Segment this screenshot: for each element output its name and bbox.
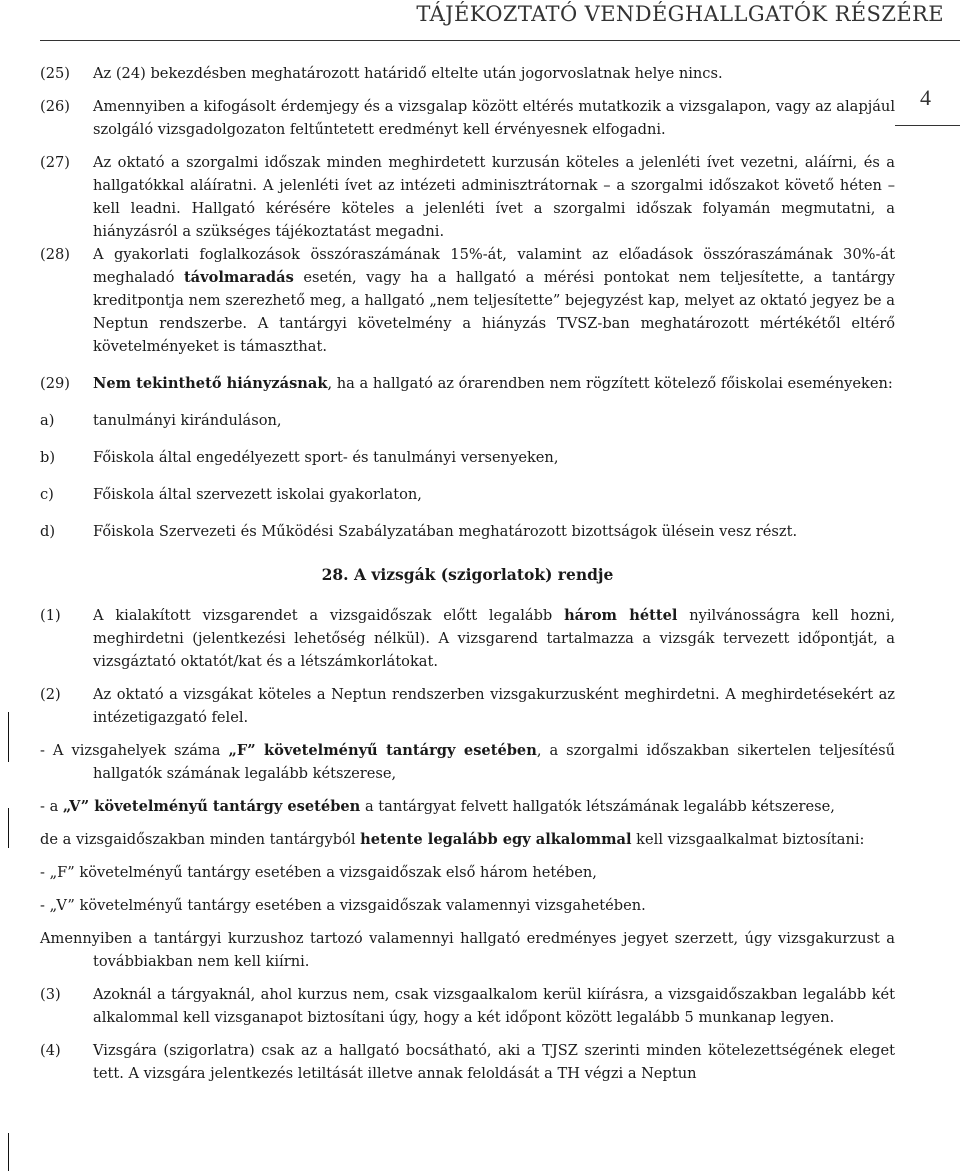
list-label: a) (40, 412, 55, 429)
emphasis-text: „F” követelményű tantárgy esetében (228, 742, 537, 759)
paragraph-text-part: nyilvánosságra kell hozni, meghirdetni (jelentkezési lehetőség nélkül). A vizsgarend tartalmazza a vizsgák tervezett időpontját, a vizsgáztató oktatót/kat és a létszámkorlátokat. (93, 607, 895, 670)
list-text: tanulmányi kiránduláson, (93, 412, 282, 429)
f-dash-line (40, 861, 895, 884)
paragraph-text-part: A gyakorlati foglalkozások összóraszámának 15%-át, valamint az előadások összóraszámának 30%-át meghaladó (93, 246, 895, 286)
paragraph-number: (29) (40, 375, 70, 392)
paragraph-text: Azoknál a tárgyaknál, ahol kurzus nem, csak vizsgaalkalom kerül kiírásra, a vizsgaidőszakban legalább két alkalommal kell vizsganapot biztosítani úgy, hogy a két időpont között legalább 5 munkanap legyen. (93, 986, 895, 1026)
paragraph-text-part: de a vizsgaidőszakban minden tantárgyból (40, 831, 361, 848)
emphasis-text: három héttel (564, 607, 678, 624)
paragraph-text: Vizsgára (szigorlatra) csak az a hallgató bocsátható, aki a TJSZ szerinti minden kötelezettségének eleget tett. A vizsgára jelentkezés letiltását illetve annak feloldását a TH végzi a Neptun (93, 1042, 895, 1082)
change-bar (8, 808, 9, 848)
document-body (40, 62, 895, 1085)
section-heading: A vizsgák (szigorlatok) rendje (348, 565, 614, 584)
exam-paragraph-4 (40, 1039, 895, 1085)
paragraph-number: (2) (40, 686, 61, 703)
paragraph-number: (1) (40, 607, 61, 624)
page-number: 4 (920, 85, 931, 110)
paragraph-26 (40, 95, 895, 141)
section-number: 28. (321, 565, 349, 584)
paragraph-text-part: - A vizsgahelyek száma (40, 742, 229, 759)
paragraph-text: - „F” követelményű tantárgy esetében a vizsgaidőszak első három hetében, (40, 864, 597, 881)
change-bar (8, 712, 9, 762)
exam-paragraph-3 (40, 983, 895, 1029)
paragraph-text: Amennyiben a tantárgyi kurzushoz tartozó valamennyi hallgató eredményes jegyet szerzett, úgy vizsgakurzust a továbbiakban nem kell kiírni. (40, 930, 895, 970)
paragraph-number: (4) (40, 1042, 61, 1059)
emphasis-text: „V” követelményű tantárgy esetében (62, 798, 361, 815)
list-text: Főiskola által szervezett iskolai gyakorlaton, (93, 486, 422, 503)
list-item-c (40, 483, 895, 506)
paragraph-27 (40, 151, 895, 243)
paragraph-text-part: a tantárgyat felvett hallgatók létszámának legalább kétszerese, (360, 798, 835, 815)
emphasis-text: távolmaradás (183, 269, 294, 286)
paragraph-number: (28) (40, 246, 70, 263)
paragraph-text-part: - a (40, 798, 63, 815)
list-item-b (40, 446, 895, 469)
paragraph-text-part: esetén, vagy ha a hallgató a mérési pontokat nem teljesítette, a tantárgy kreditpontja nem szerezhető meg, a hallgató „nem teljesítette” bejegyzést kap, melyet az oktató jegyez be a Neptun rendszerbe. A tantárgyi követelmény a hiányzás TVSZ-ban meghatározott mértékétől eltérő követelményeket is támaszthat. (93, 269, 895, 355)
paragraph-text-part: Az oktató a szorgalmi időszak minden meghirdetett kurzusán köteles a jelenléti ívet vezetni, aláírni, és a hallgatókkal aláíratni. (93, 154, 895, 194)
paragraph-text (40, 795, 895, 818)
paragraph-25 (40, 62, 895, 85)
paragraph-text (40, 604, 895, 673)
paragraph-text-part: kell vizsgaalkalmat biztosítani: (631, 831, 865, 848)
paragraph-text (40, 151, 895, 243)
paragraph-text-part: , ha a hallgató az órarendben nem rögzített kötelező főiskolai eseményeken: (327, 375, 893, 392)
list-text: Főiskola által engedélyezett sport- és tanulmányi versenyeken, (93, 449, 559, 466)
header-title: TÁJÉKOZTATÓ VENDÉGHALLGATÓK RÉSZÉRE (416, 2, 944, 26)
paragraph-29 (40, 372, 895, 395)
paragraph-text-part: A jelenléti ívet az intézeti adminisztrátornak – a szorgalmi időszakot követő héten – kell leadni. Hallgató kérésére köteles a jelenléti ívet a szorgalmi időszak folyamán megmutatni, a hiányzásról a szükséges tájékoztatást megadni. (93, 177, 895, 240)
header-rule (40, 40, 960, 41)
paragraph-text: Amennyiben a kifogásolt érdemjegy és a vizsgalap között eltérés mutatkozik a vizsgalapon, vagy az alapjául szolgáló vizsgadolgozaton feltűntetett eredményt kell érvényesnek elfogadni. (93, 98, 895, 138)
paragraph-number: (25) (40, 65, 70, 82)
paragraph-text-part: A kialakított vizsgarendet a vizsgaidőszak előtt legalább (93, 607, 565, 624)
change-bar (8, 1133, 9, 1171)
emphasis-text: Nem tekinthető hiányzásnak (93, 375, 328, 392)
list-label: c) (40, 486, 54, 503)
paragraph-number: (27) (40, 154, 70, 171)
paragraph-28 (40, 243, 895, 358)
paragraph-text (40, 828, 895, 851)
paragraph-text: - „V” követelményű tantárgy esetében a vizsgaidőszak valamennyi vizsgahetében. (40, 897, 646, 914)
paragraph-number: (3) (40, 986, 61, 1003)
list-item-a (40, 409, 895, 432)
list-label: d) (40, 523, 56, 540)
paragraph-text (40, 243, 895, 358)
exam-paragraph-2 (40, 683, 895, 729)
page-number-rule (895, 125, 960, 126)
section-title (40, 563, 895, 586)
successful-course-line (40, 927, 895, 973)
paragraph-text (40, 739, 895, 785)
v-requirement-line (40, 795, 895, 818)
paragraph-text (40, 372, 895, 395)
list-item-d (40, 520, 895, 543)
exam-paragraph-1 (40, 604, 895, 673)
v-dash-line (40, 894, 895, 917)
paragraph-text-part: , a szorgalmi időszakban sikertelen teljesítésű hallgatók számának legalább kétszerese, (93, 742, 895, 782)
f-requirement-line (40, 739, 895, 785)
list-label: b) (40, 449, 56, 466)
paragraph-number: (26) (40, 98, 70, 115)
emphasis-text: hetente legalább egy alkalommal (360, 831, 632, 848)
paragraph-text: Az oktató a vizsgákat köteles a Neptun rendszerben vizsgakurzusként meghirdetni. A meghirdetésekért az intézetigazgató felel. (93, 686, 895, 726)
paragraph-text: Az (24) bekezdésben meghatározott határidő eltelte után jogorvoslatnak helye nincs. (93, 65, 723, 82)
list-text: Főiskola Szervezeti és Működési Szabályzatában meghatározott bizottságok ülésein vesz részt. (93, 523, 798, 540)
weekly-exam-line (40, 828, 895, 851)
